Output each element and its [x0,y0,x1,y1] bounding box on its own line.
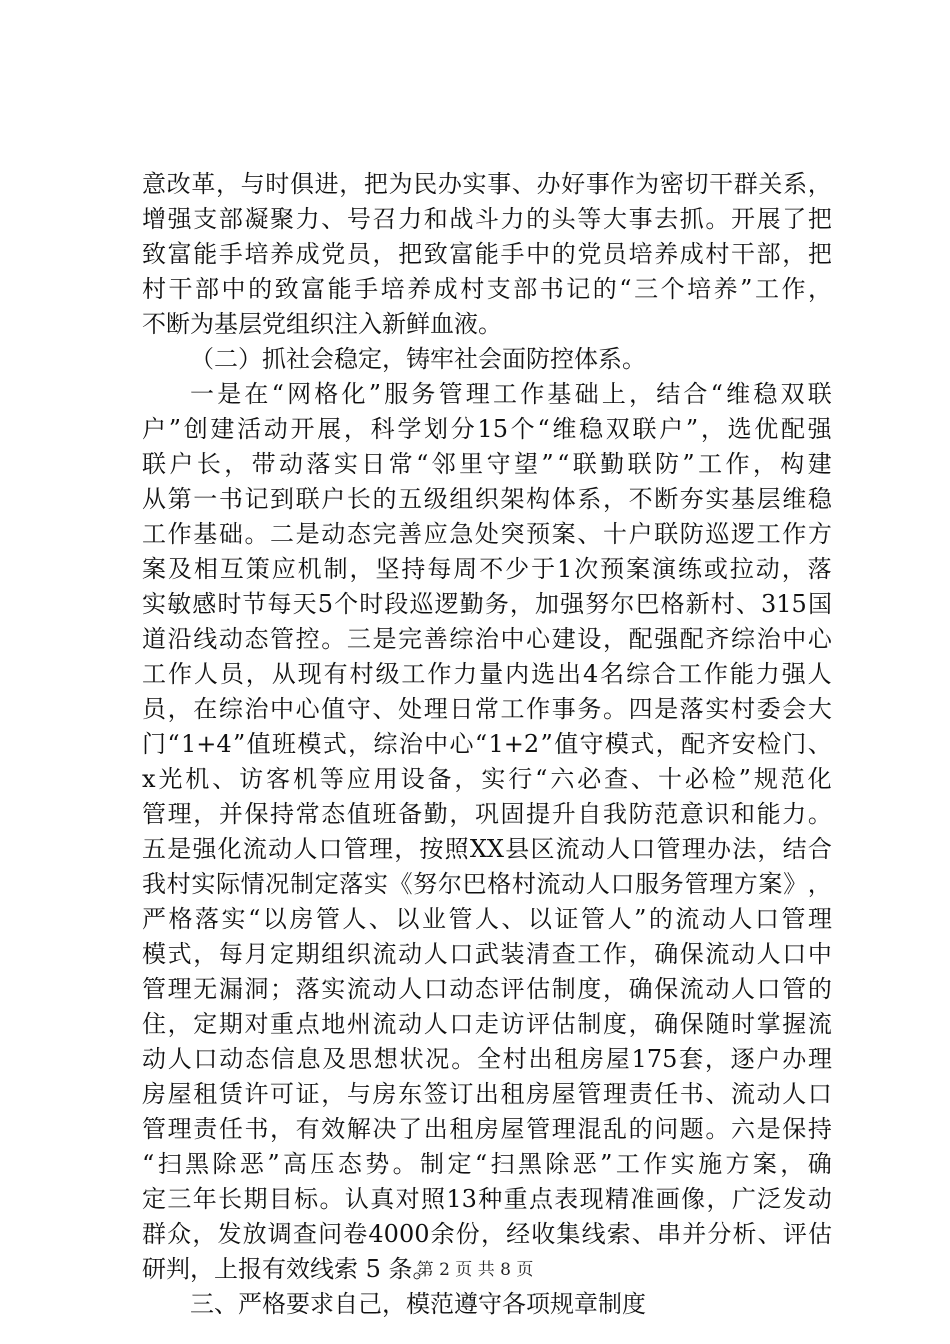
text-line: 管 理 责 任 书 ， 有 效 解 决 了 出 租 房 屋 管 理 混 乱 的 问 题 。 六 是 保 持 [142,1115,832,1143]
text-line: 从 第 一 书 记 到 联 户 长 的 五 级 组 织 架 构 体 系 ， 不 断 夯 实 基 层 维 稳 [142,485,832,513]
text-line: “ 扫 黑 除 恶 ” 高 压 态 势 。 制 定 “ 扫 黑 除 恶 ” 工 作 实 施 方 案 ， 确 [142,1150,832,1178]
text-line: 门 “ 1+4 ” 值 班 模 式 ， 综 治 中 心 “ 1+2 ” 值 守 模 式 ， 配 齐 安 检 门 、 [142,730,832,758]
text-line: 案 及 相 互 策 应 机 制 ， 坚 持 每 周 不 少 于 1 次 预 案 演 练 或 拉 动 ， 落 [142,555,832,583]
text-line: 定 三 年 长 期 目 标 。 认 真 对 照 13 种 重 点 表 现 精 准 画 像 ， 广 泛 发 动 [142,1185,832,1213]
text-line: 道 沿 线 动 态 管 控 。 三 是 完 善 综 治 中 心 建 设 ， 配 强 配 齐 综 治 中 心 [142,625,832,653]
text-line: 工 作 人 员 ， 从 现 有 村 级 工 作 力 量 内 选 出 4 名 综 合 工 作 能 力 强 人 [142,660,832,688]
text-line: 房 屋 租 赁 许 可 证 ， 与 房 东 签 订 出 租 房 屋 管 理 责 任 书 、 流 动 人 口 [142,1080,832,1108]
text-line: 致 富 能 手 培 养 成 党 员 ， 把 致 富 能 手 中 的 党 员 培 养 成 村 干 部 ， 把 [142,240,832,268]
text-line: 村 干 部 中 的 致 富 能 手 培 养 成 村 支 部 书 记 的 “ 三 个 培 养 ” 工 作 ， [142,275,832,303]
section-heading: （二）抓社会稳定，铸牢社会面防控体系。 [190,345,646,373]
text-line: 我 村 实 际 情 况 制 定 落 实 《 努 尔 巴 格 村 流 动 人 口 服 务 管 理 方 案 》 ， [142,870,832,898]
document-body [142,167,832,1322]
text-line: 群 众 ， 发 放 调 查 问 卷 4000 余 份 ， 经 收 集 线 索 、 串 并 分 析 、 评 估 [142,1220,832,1248]
text-line: 管 理 无 漏 洞 ； 落 实 流 动 人 口 动 态 评 估 制 度 ， 确 保 流 动 人 口 管 的 [142,975,832,1003]
text-line: 研判，上报有效线索 5 条。 [142,1255,437,1283]
text-line: 动 人 口 动 态 信 息 及 思 想 状 况 。 全 村 出 租 房 屋 175 套 ， 逐 户 办 理 [142,1045,832,1073]
text-line: 工 作 基 础 。 二 是 动 态 完 善 应 急 处 突 预 案 、 十 户 联 防 巡 逻 工 作 方 [142,520,832,548]
text-line: 户 ” 创 建 活 动 开 展 ， 科 学 划 分 15 个 “ 维 稳 双 联 户 ” ， 选 优 配 强 [142,415,832,443]
text-line: 五 是 强 化 流 动 人 口 管 理 ， 按 照 XX 县 区 流 动 人 口 管 理 办 法 ， 结 合 [142,835,832,863]
text-line: 员 ， 在 综 治 中 心 值 守 、 处 理 日 常 工 作 事 务 。 四 是 落 实 村 委 会 大 [142,695,832,723]
text-line: 住 ， 定 期 对 重 点 地 州 流 动 人 口 走 访 评 估 制 度 ， 确 保 随 时 掌 握 流 [142,1010,832,1038]
section-heading: 三、严格要求自己，模范遵守各项规章制度 [190,1290,646,1318]
text-line: 联 户 长 ， 带 动 落 实 日 常 “ 邻 里 守 望 ” “ 联 勤 联 防 ” 工 作 ， 构 建 [142,450,832,478]
text-line: 严 格 落 实 “ 以 房 管 人 、 以 业 管 人 、 以 证 管 人 ” 的 流 动 人 口 管 理 [142,905,832,933]
page-footer: 第 2 页 共 8 页 [416,1260,534,1280]
text-line: x 光 机 、 访 客 机 等 应 用 设 备 ， 实 行 “ 六 必 查 、 十 必 检 ” 规 范 化 [142,765,832,793]
text-line: 管 理 ， 并 保 持 常 态 值 班 备 勤 ， 巩 固 提 升 自 我 防 范 意 识 和 能 力 。 [142,800,832,828]
text-line: 不断为基层党组织注入新鲜血液。 [142,310,502,338]
text-line: 实 敏 感 时 节 每 天 5 个 时 段 巡 逻 勤 务 ， 加 强 努 尔 巴 格 新 村 、 315 国 [142,590,832,618]
text-line: 意 改 革 ， 与 时 俱 进 ， 把 为 民 办 实 事 、 办 好 事 作 为 密 切 干 群 关 系 ， [142,170,832,198]
text-line: 模 式 ， 每 月 定 期 组 织 流 动 人 口 武 装 清 查 工 作 ， 确 保 流 动 人 口 中 [142,940,832,968]
text-line: 一 是 在 “ 网 格 化 ” 服 务 管 理 工 作 基 础 上 ， 结 合 “ 维 稳 双 联 [190,380,832,408]
text-line: 增 强 支 部 凝 聚 力 、 号 召 力 和 战 斗 力 的 头 等 大 事 去 抓 。 开 展 了 把 [142,205,832,233]
